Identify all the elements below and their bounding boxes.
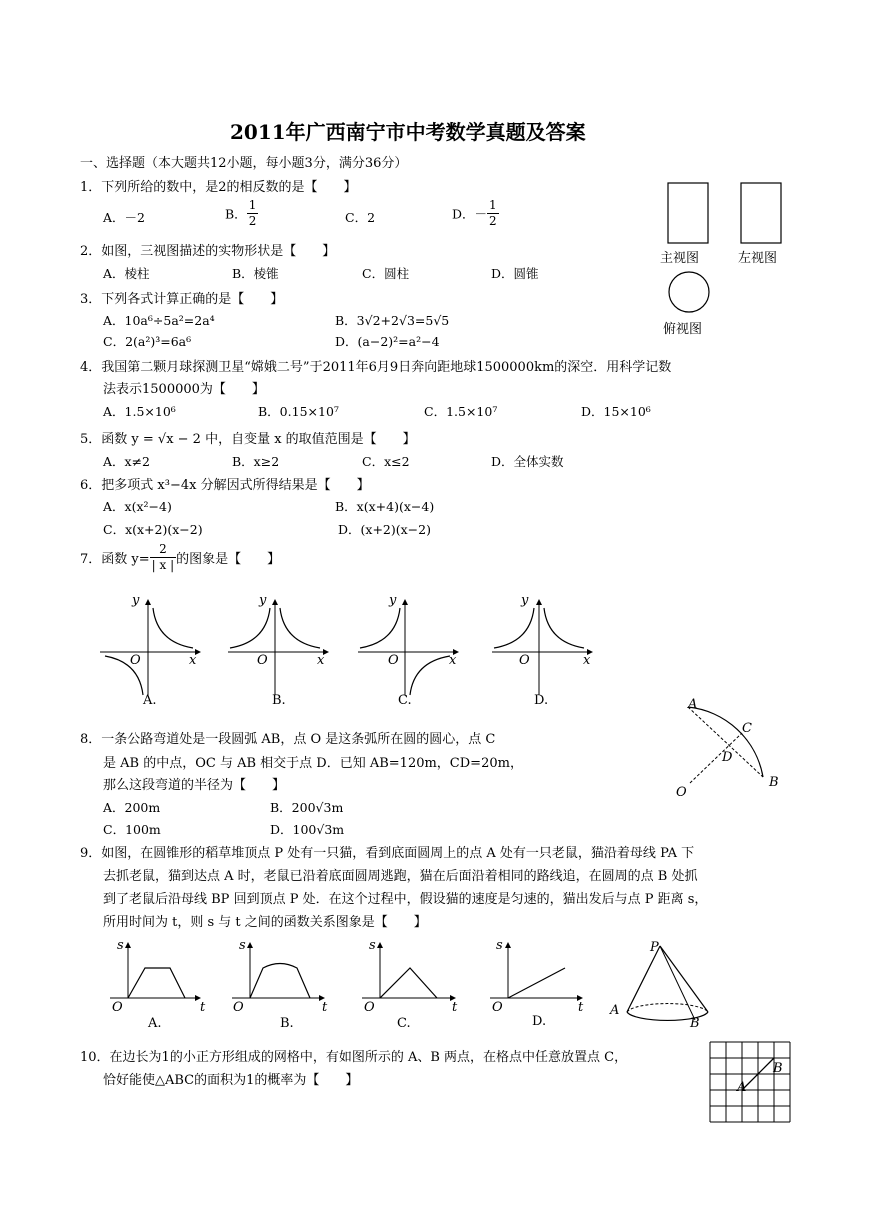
q9-d-t-label: t — [578, 1000, 584, 1015]
q10-stem-cont: 恰好能使△ABC的面积为1的概率为【 】 — [103, 1073, 359, 1088]
q10-grid-figure — [706, 1038, 796, 1126]
q9-cone-p: P — [650, 940, 659, 955]
q9-c-label: C. — [397, 1016, 411, 1031]
q3-option-c: C．2(a²)³=6a⁶ — [103, 334, 192, 349]
q9-graph-d — [490, 943, 582, 998]
q3-option-d: D．(a−2)²=a²−4 — [335, 334, 440, 349]
q8-point-d: D — [722, 750, 733, 765]
q7-c-label: C. — [398, 693, 412, 708]
q5-option-c: C．x≤2 — [362, 454, 410, 469]
q9-a-origin: O — [112, 1000, 123, 1015]
q1-stem: 1．下列所给的数中，是2的相反数的是【 】 — [80, 180, 357, 195]
q4-stem: 4．我国第二颗月球探测卫星“嫦娥二号”于2011年6月9日奔向距地球1500000km的深空．用科学记数 — [80, 360, 672, 375]
q8-point-o: O — [676, 785, 687, 800]
q9-cone-figure — [615, 940, 725, 1030]
q9-graphs — [100, 935, 600, 1020]
q7-stem: 7．函数 y= $\frac{2}{| x |}$ 的图象是【 】 — [80, 542, 281, 572]
q9-c-s-label: s — [369, 938, 376, 953]
q8-point-a: A — [688, 697, 698, 712]
q9-b-origin: O — [233, 1000, 244, 1015]
q4-option-a: A．1.5×10⁶ — [103, 404, 176, 419]
q4-option-c: C．1.5×10⁷ — [424, 404, 498, 419]
q8-option-c: C．100m — [103, 822, 161, 837]
q7-d-y-label: y — [521, 593, 529, 608]
q7-graphs — [95, 590, 615, 710]
q7-graph-b — [228, 600, 328, 695]
q6-option-b: B．x(x+4)(x−4) — [335, 499, 435, 514]
q3-stem: 3．下列各式计算正确的是【 】 — [80, 292, 284, 307]
q9-a-t-label: t — [200, 1000, 206, 1015]
q2-stem: 2．如图，三视图描述的实物形状是【 】 — [80, 244, 336, 259]
q2-option-b: B．棱锥 — [232, 266, 279, 281]
q7-c-origin: O — [388, 653, 399, 668]
section-heading: 一、选择题（本大题共12小题，每小题3分，满分36分） — [80, 156, 408, 171]
q6-stem: 6．把多项式 x³−4x 分解因式所得结果是【 】 — [80, 478, 370, 493]
q9-d-s-label: s — [496, 938, 503, 953]
q7-d-origin: O — [519, 653, 530, 668]
q7-b-origin: O — [257, 653, 268, 668]
q4-option-b: B．0.15×10⁷ — [258, 404, 339, 419]
q9-stem-cont: 去抓老鼠，猫到达点 A 时，老鼠已沿着底面圆周逃跑，猫在后面沿着相同的路线追，在圆周的点 B 处抓 — [103, 869, 698, 884]
q7-graph-a — [100, 600, 200, 695]
q8-option-a: A．200m — [103, 800, 161, 815]
q3-option-a: A．10a⁶÷5a²=2a⁴ — [103, 313, 215, 328]
q5-option-b: B．x≥2 — [232, 454, 280, 469]
q8-stem: 8．一条公路弯道处是一段圆弧 AB，点 O 是这条弧所在圆的圆心，点 C — [80, 732, 496, 747]
page-title: 2011年广西南宁市中考数学真题及答案 — [230, 120, 586, 144]
q5-option-d: D．全体实数 — [491, 454, 564, 469]
q8-point-c: C — [742, 721, 752, 736]
segment-oc — [690, 733, 742, 783]
q2-option-c: C．圆柱 — [362, 266, 410, 281]
q7-b-x-label: x — [317, 653, 325, 668]
q9-c-t-label: t — [452, 1000, 458, 1015]
q7-a-origin: O — [130, 653, 141, 668]
q1-option-b: B． $\frac{1}{2}$ — [225, 198, 257, 228]
q4-stem-cont: 法表示1500000为【 】 — [103, 382, 265, 397]
left-view-rect — [741, 183, 781, 243]
q8-option-d: D．100√3m — [270, 822, 345, 837]
q9-b-s-label: s — [239, 938, 246, 953]
q9-cone-b: B — [690, 1016, 700, 1031]
q8-option-b: B．200√3m — [270, 800, 344, 815]
q7-b-label: B. — [272, 693, 286, 708]
front-view-label: 主视图 — [660, 251, 700, 266]
q7-b-y-label: y — [259, 593, 267, 608]
q9-stem-cont2: 到了老鼠后沿母线 BP 回到顶点 P 处．在这个过程中，假设猫的速度是匀速的，猫出发后与点 P 距离 s， — [103, 892, 708, 907]
q7-a-label: A. — [143, 693, 157, 708]
q9-stem-cont3: 所用时间为 t，则 s 与 t 之间的函数关系图象是【 】 — [103, 915, 427, 930]
q1-option-a: A．－2 — [103, 210, 145, 225]
left-view-label: 左视图 — [738, 251, 778, 266]
q8-stem-cont: 是 AB 的中点，OC 与 AB 相交于点 D．已知 AB=120m，CD=20m， — [103, 756, 523, 771]
q10-point-a: A — [737, 1080, 747, 1095]
top-view-label: 俯视图 — [663, 322, 703, 337]
q9-stem: 9．如图，在圆锥形的稻草堆顶点 P 处有一只猫，看到底面圆周上的点 A 处有一只老鼠，猫沿着母线 PA 下 — [80, 846, 695, 861]
q10-point-b: B — [773, 1061, 783, 1076]
q7-graph-d — [492, 600, 592, 695]
q7-d-label: D. — [534, 693, 549, 708]
q9-d-origin: O — [492, 1000, 503, 1015]
q9-b-t-label: t — [322, 1000, 328, 1015]
q4-option-d: D．15×10⁶ — [581, 404, 651, 419]
q9-c-origin: O — [364, 1000, 375, 1015]
q7-a-y-label: y — [132, 593, 140, 608]
q6-option-d: D．(x+2)(x−2) — [338, 522, 431, 537]
q10-stem: 10．在边长为1的小正方形组成的网格中，有如图所示的 A、B 两点，在格点中任意放置点 C， — [80, 1050, 628, 1065]
q2-option-a: A．棱柱 — [103, 266, 150, 281]
q7-graph-c — [358, 600, 458, 695]
q6-option-c: C．x(x+2)(x−2) — [103, 522, 203, 537]
q5-stem: 5．函数 y = √x − 2 中，自变量 x 的取值范围是【 】 — [80, 432, 416, 447]
q1-option-d: D．－ $\frac{1}{2}$ — [452, 198, 497, 228]
q9-cone-a: A — [610, 1003, 620, 1018]
q9-d-label: D. — [532, 1014, 547, 1029]
q6-option-a: A．x(x²−4) — [103, 499, 172, 514]
front-view-rect — [668, 183, 708, 243]
q1-option-c: C．2 — [345, 210, 376, 225]
q2-option-d: D．圆锥 — [491, 266, 539, 281]
q8-point-b: B — [769, 775, 779, 790]
q3-option-b: B．3√2+2√3=5√5 — [335, 313, 450, 328]
chord-ab — [688, 707, 763, 777]
q9-a-s-label: s — [117, 938, 124, 953]
q9-b-label: B. — [280, 1016, 294, 1031]
q7-d-x-label: x — [583, 653, 591, 668]
q9-a-label: A. — [148, 1016, 162, 1031]
q8-stem-cont2: 那么这段弯道的半径为【 】 — [103, 778, 286, 793]
q7-a-x-label: x — [189, 653, 197, 668]
top-view-circle — [669, 272, 709, 312]
q7-c-y-label: y — [389, 593, 397, 608]
q5-option-a: A．x≠2 — [103, 454, 151, 469]
q7-c-x-label: x — [449, 653, 457, 668]
